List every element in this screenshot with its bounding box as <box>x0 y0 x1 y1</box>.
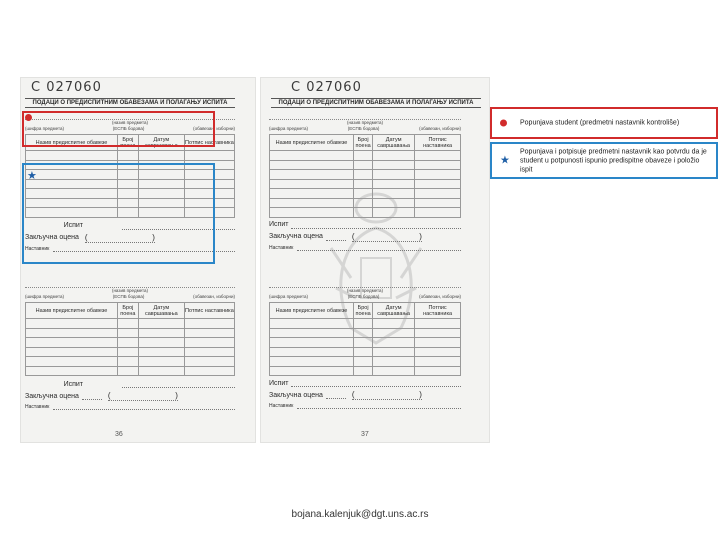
obligations-table <box>269 134 461 218</box>
code-caption: (шифра предмета) <box>269 126 309 131</box>
col-signature: Потпис наставника <box>415 135 461 151</box>
subject-name-caption: (назив предмета) <box>346 120 384 125</box>
legend-student-text: Popunjava student (predmetni nastavnik kontroliše) <box>520 119 680 127</box>
footer-email: bojana.kalenjuk@dgt.uns.ac.rs <box>291 509 429 520</box>
exam-row <box>25 380 235 388</box>
page-number: 36 <box>115 431 123 438</box>
code-caption: (шифра предмета) <box>269 294 309 299</box>
type-caption: (обавезан, изборни) <box>193 126 235 131</box>
col-points: Број поена <box>117 135 138 151</box>
exam-row <box>269 379 461 387</box>
code-caption: (шифра предмета) <box>25 126 65 131</box>
subject-name-caption: (назив предмета) <box>111 288 149 293</box>
table-row <box>270 160 461 170</box>
exam-row <box>269 221 461 229</box>
final-grade-row: Закључна оцена ( ) <box>25 232 155 242</box>
table-row <box>270 319 461 329</box>
examiner-label: Наставник <box>25 404 50 410</box>
table-row <box>26 366 235 376</box>
subject-name-caption: (назив предмета) <box>346 288 384 293</box>
table-row <box>270 366 461 376</box>
exam-label: Испит <box>269 379 289 387</box>
examiner-row <box>269 245 461 251</box>
espb-caption: (ЕСПБ бодова) <box>347 294 380 299</box>
table-row <box>270 189 461 199</box>
table-row <box>270 338 461 348</box>
red-dot-icon <box>500 120 507 127</box>
table-row <box>270 208 461 218</box>
page-number: 37 <box>361 431 369 438</box>
col-points: Број поена <box>117 303 138 319</box>
final-grade-label: Закључна оцена <box>269 391 323 399</box>
espb-caption: (ЕСПБ бодова) <box>347 126 380 131</box>
star-icon: ★ <box>500 154 510 166</box>
final-grade-row: Закључна оцена ( ) <box>269 390 422 399</box>
col-date: Датум савршавања <box>373 303 415 319</box>
table-row <box>270 179 461 189</box>
table-row <box>270 198 461 208</box>
subject-name-line <box>269 278 461 288</box>
col-date: Датум савршавања <box>138 135 184 151</box>
teacher-fill-highlight <box>22 163 215 264</box>
table-row <box>270 170 461 180</box>
table-row <box>26 328 235 338</box>
table-row <box>26 151 235 161</box>
col-signature: Потпис наставника <box>184 303 234 319</box>
col-signature: Потпис наставника <box>184 135 234 151</box>
col-obligation-name: Назив предиспитне обавезе <box>26 303 118 319</box>
col-date: Датум савршавања <box>373 135 415 151</box>
table-row <box>270 151 461 161</box>
col-points: Број поена <box>355 136 371 149</box>
code-caption: (шифра предмета) <box>25 294 65 299</box>
final-grade-label: Закључна оцена <box>269 233 323 240</box>
table-row <box>26 357 235 367</box>
col-obligation-name: Назив предиспитне обавезе <box>26 135 118 151</box>
table-row <box>26 347 235 357</box>
subject-block-1 <box>269 110 461 251</box>
type-caption: (обавезан, изборни) <box>419 126 461 131</box>
legend-teacher-text: Popunjava i potpisuje predmetni nastavnik kao potvrdu da je student u potpunosti ispunio predispitne obaveze i položio ispit <box>520 148 707 173</box>
subject-name-caption: (назив предмета) <box>111 120 149 125</box>
legend-teacher <box>490 142 718 179</box>
exam-label: Испит <box>269 221 289 228</box>
subject-name-line <box>25 278 235 288</box>
espb-caption: (ЕСПБ бодова) <box>112 126 145 131</box>
obligations-table <box>25 302 235 376</box>
table-row <box>26 338 235 348</box>
examiner-row <box>269 403 461 409</box>
espb-caption: (ЕСПБ бодова) <box>112 294 145 299</box>
col-date: Датум савршавања <box>138 303 184 319</box>
serial-number: C 027060 <box>31 80 102 95</box>
final-grade-label: Закључна оцена <box>25 392 79 400</box>
subject-meta-row <box>25 294 235 299</box>
col-obligation-name: Назив предиспитне обавезе <box>270 303 354 319</box>
table-row <box>270 357 461 367</box>
final-grade-label: Закључна оцена <box>25 234 79 241</box>
serial-number: C 027060 <box>291 80 362 95</box>
student-fill-highlight <box>22 111 215 147</box>
type-caption: (обавезан, изборни) <box>419 294 461 299</box>
red-dot-icon <box>25 114 32 121</box>
page-header: ПОДАЦИ О ПРЕДИСПИТНИМ ОБАВЕЗАМА И ПОЛАГАЊУ ИСПИТА <box>25 98 235 108</box>
examiner-label: Наставник <box>25 245 50 252</box>
final-grade-row: Закључна оцена ( ) <box>25 391 178 400</box>
examiner-row <box>25 404 235 410</box>
subject-meta-row <box>269 294 461 299</box>
examiner-label: Наставник <box>269 403 294 409</box>
subject-name-line <box>269 110 461 120</box>
table-row <box>270 328 461 338</box>
index-page-right <box>260 77 490 443</box>
obligations-table <box>269 302 461 376</box>
legend-student <box>490 107 718 139</box>
subject-meta-row <box>269 126 461 131</box>
exam-label: Испит <box>63 380 84 388</box>
examiner-label: Наставник <box>269 244 294 251</box>
table-row <box>26 319 235 329</box>
subject-block-2 <box>25 278 235 410</box>
col-obligation-name: Назив предиспитне обавезе <box>270 135 354 151</box>
exam-label: Испит <box>63 222 84 229</box>
star-icon: ★ <box>27 170 37 182</box>
col-points: Број поена <box>355 304 371 317</box>
table-row <box>270 347 461 357</box>
subject-block-2 <box>269 278 461 409</box>
page-header: ПОДАЦИ О ПРЕДИСПИТНИМ ОБАВЕЗАМА И ПОЛАГАЊУ ИСПИТА <box>271 98 481 108</box>
final-grade-row: Закључна оцена ( ) <box>269 231 422 241</box>
type-caption: (обавезан, изборни) <box>193 294 235 299</box>
col-signature: Потпис наставника <box>415 303 461 319</box>
